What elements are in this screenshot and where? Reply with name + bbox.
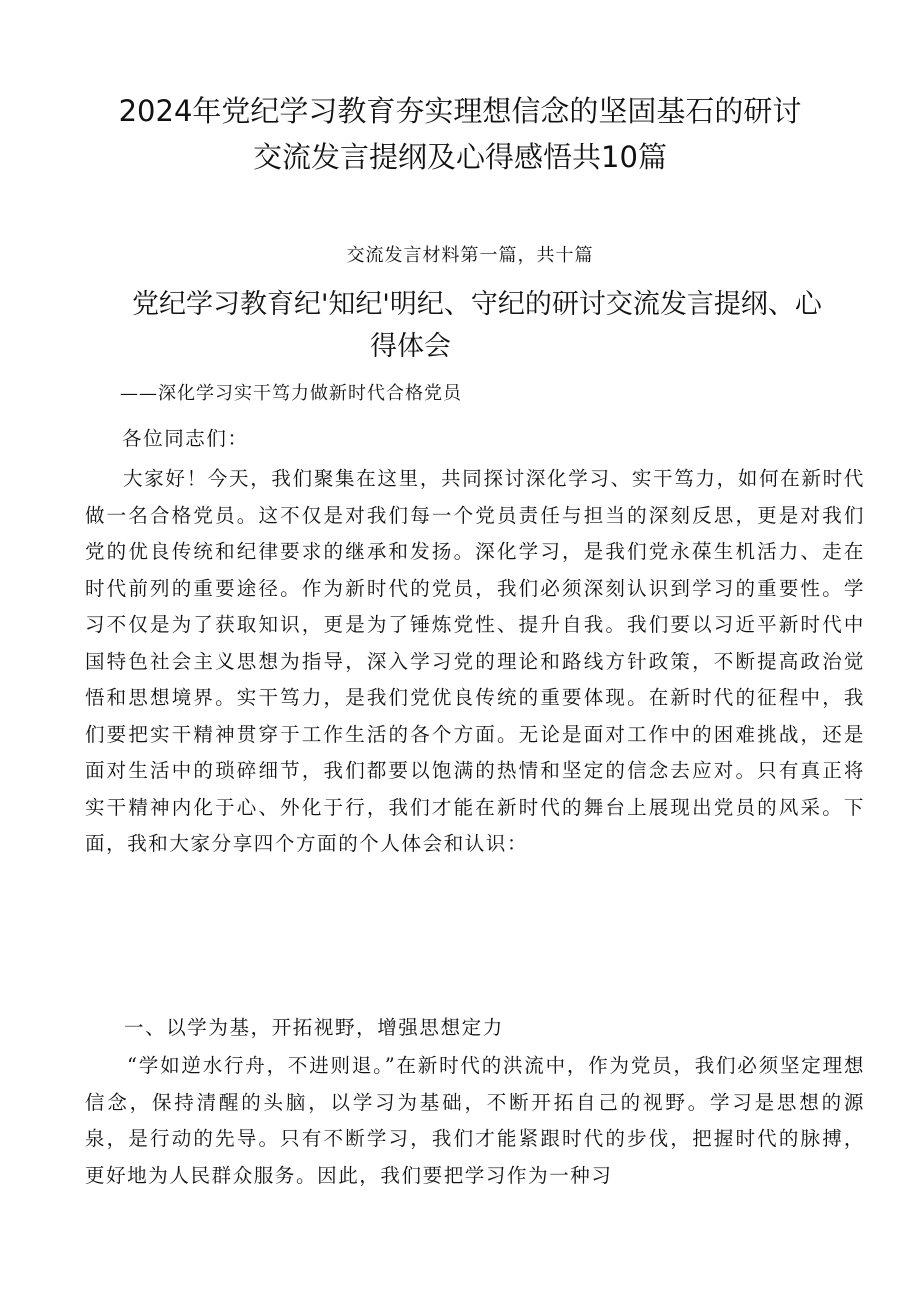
salutation: 各位同志们： xyxy=(122,427,249,450)
document-title-line-1: 2024年党纪学习教育夯实理想信念的坚固基石的研讨 xyxy=(118,94,802,128)
section-heading-1: 一、以学为基，开拓视野，增强思想定力 xyxy=(124,1016,504,1039)
article-title-line-1: 党纪学习教育纪'知纪'明纪、守纪的研讨交流发言提纲、心 xyxy=(132,289,822,320)
document-title xyxy=(60,88,860,180)
body-paragraph-2: “学如逆水行舟，不进则退。”在新时代的洪流中，作为党员，我们必须坚定理想信念，保持清醒的头脑，以学习为基础，不断开拓自己的视野。学习是思想的源泉，是行动的先导。只有不断学习，我们才能紧跟时代的步伐，把握时代的脉搏，更好地为人民群众服务。因此，我们要把学习作为一种习 xyxy=(85,1054,865,1187)
article-subtitle: ——深化学习实干笃力做新时代合格党员 xyxy=(120,383,462,404)
article-title-line-2: 得体会 xyxy=(370,331,451,362)
document-title-line-2: 交流发言提纲及心得感悟共10篇 xyxy=(253,140,667,174)
article-title xyxy=(120,284,860,368)
series-note: 交流发言材料第一篇，共十篇 xyxy=(346,245,594,266)
body-paragraph-1: 大家好！今天，我们聚集在这里，共同探讨深化学习、实干笃力，如何在新时代做一名合格党员。这不仅是对我们每一个党员责任与担当的深刻反思，更是对我们党的优良传统和纪律要求的继承和发扬。深化学习，是我们党永葆生机活力、走在时代前列的重要途径。作为新时代的党员，我们必须深刻认识到学习的重要性。学习不仅是为了获取知识，更是为了锤炼党性、提升自我。我们要以习近平新时代中国特色社会主义思想为指导，深入学习党的理论和路线方针政策，不断提高政治觉悟和思想境界。实干笃力，是我们党优良传统的重要体现。在新时代的征程中，我们要把实干精神贯穿于工作生活的各个方面。无论是面对工作中的困难挑战，还是面对生活中的琐碎细节，我们都要以饱满的热情和坚定的信念去应对。只有真正将实干精神内化于心、外化于行，我们才能在新时代的舞台上展现出党员的风采。下面，我和大家分享四个方面的个人体会和认识： xyxy=(85,467,865,855)
